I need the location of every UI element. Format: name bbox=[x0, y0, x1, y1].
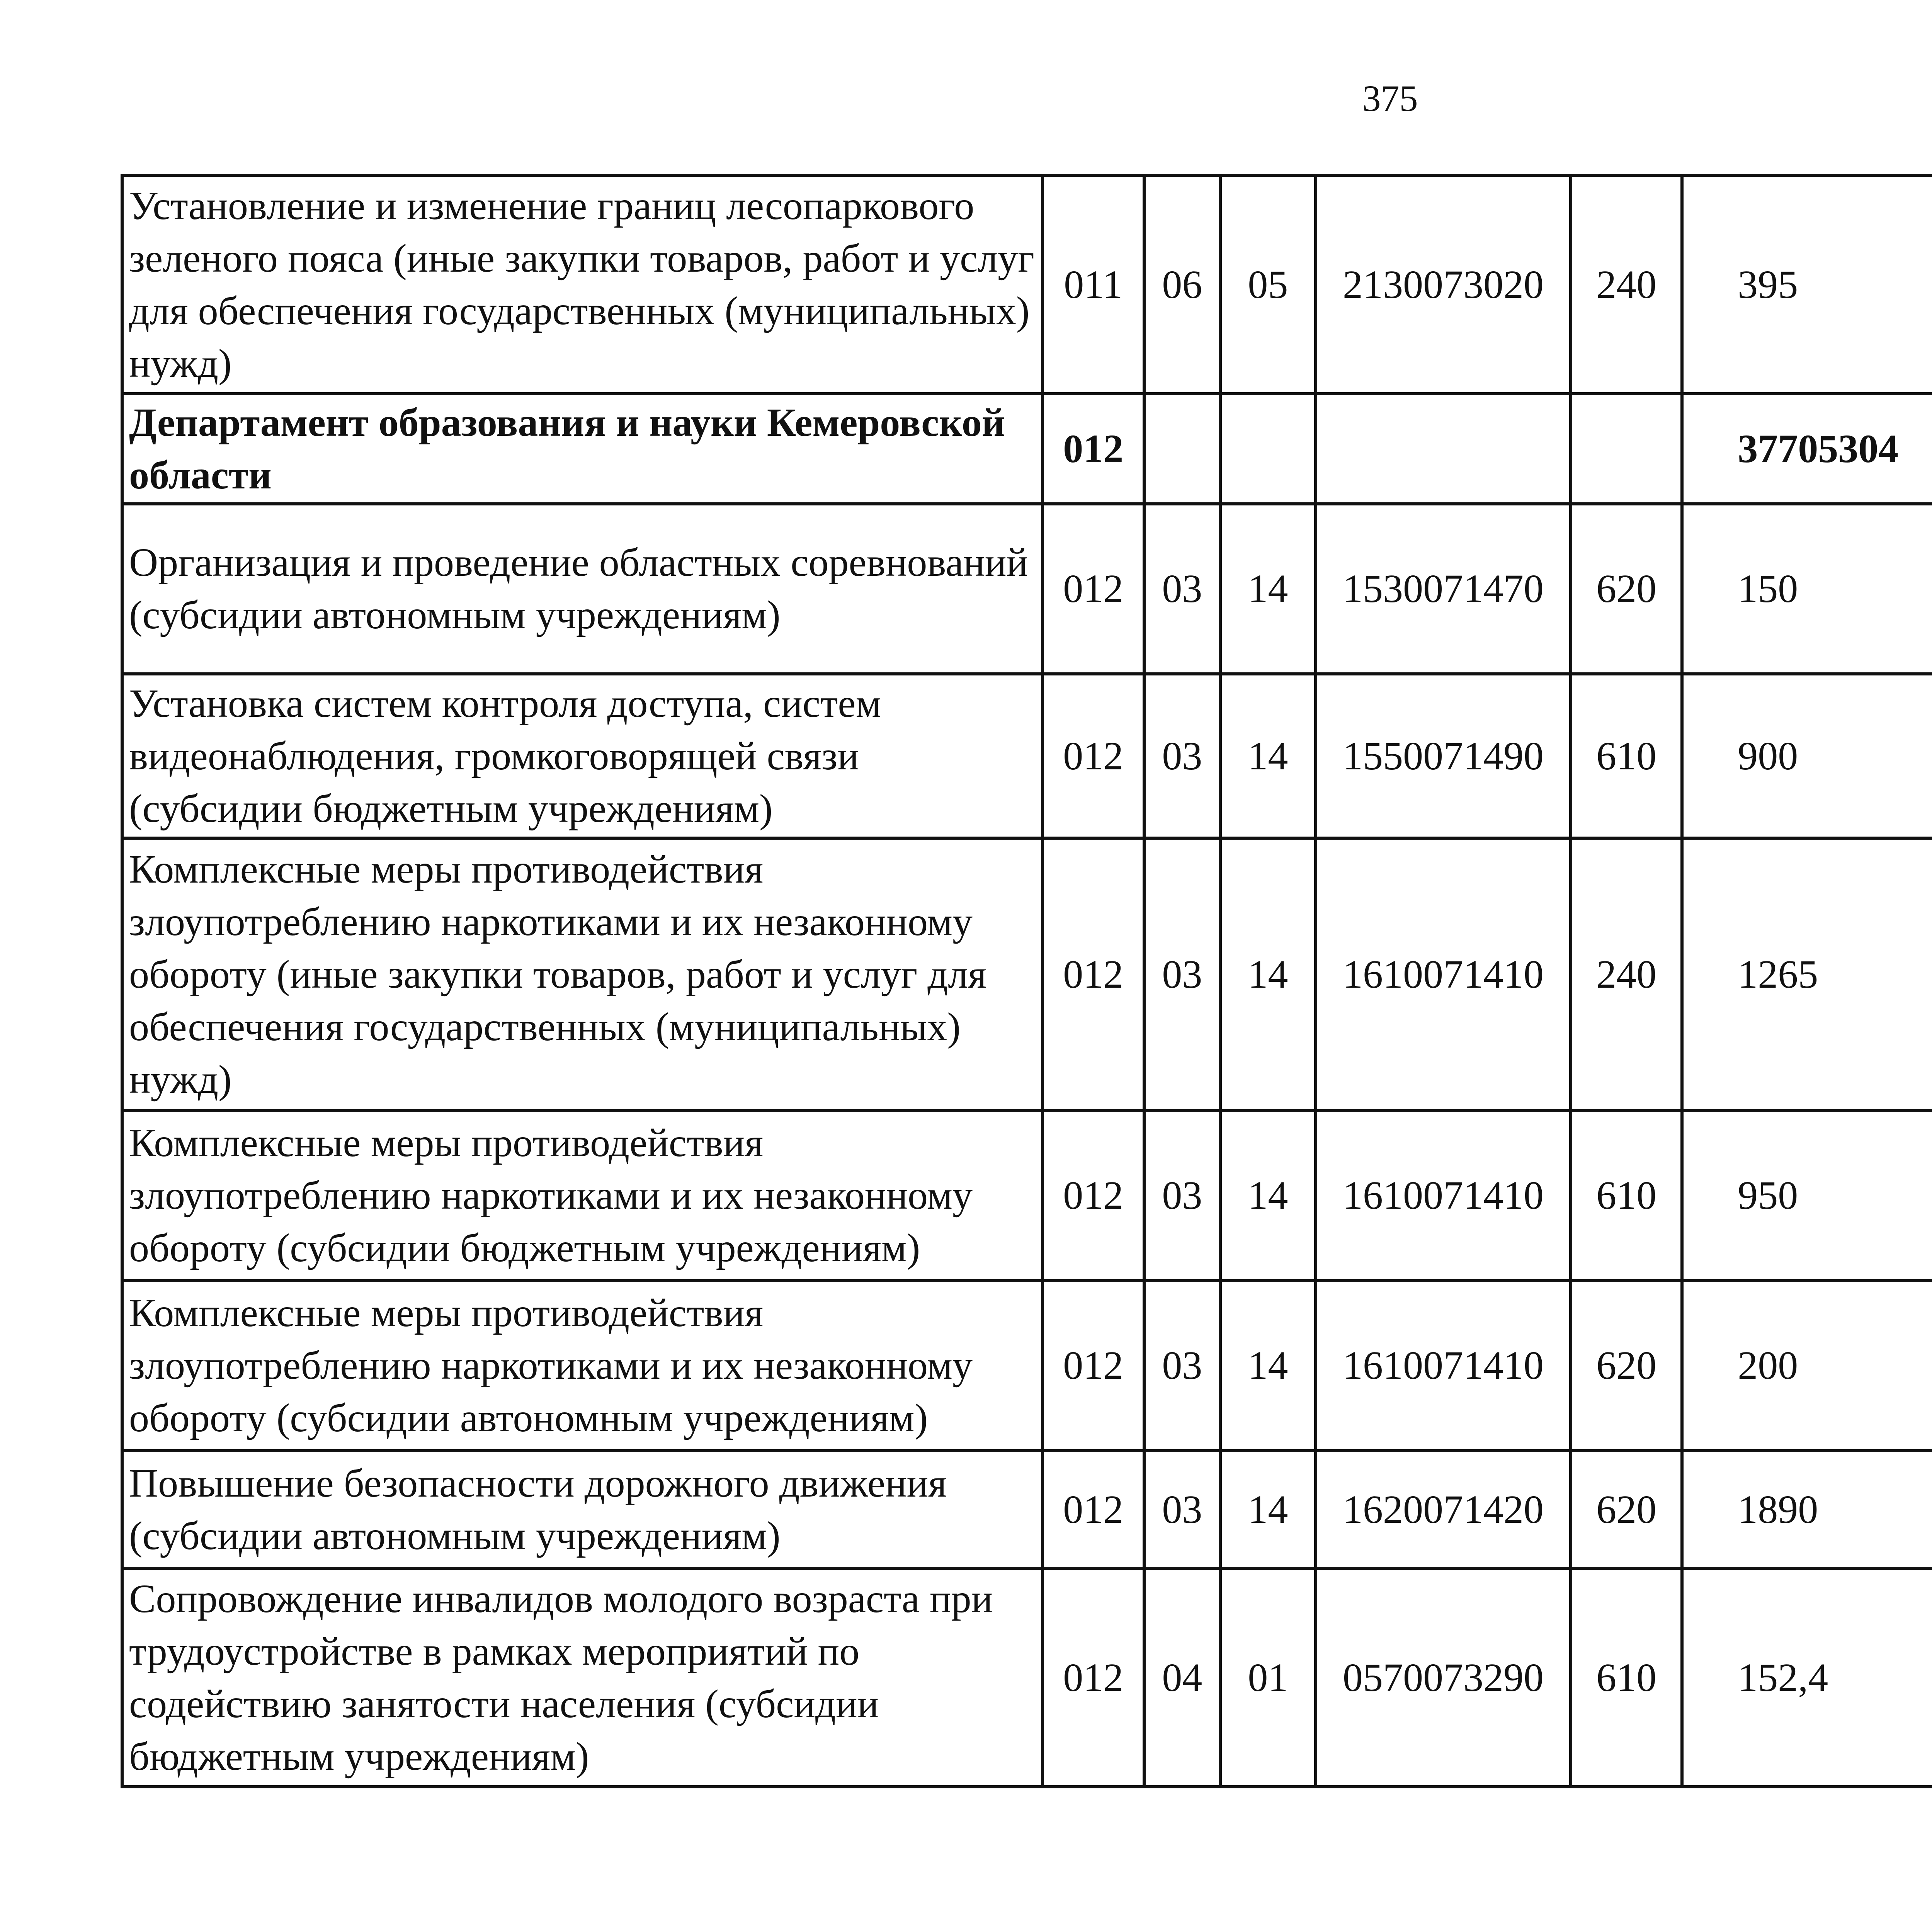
target-article-cell: 0570073290 bbox=[1316, 1568, 1571, 1787]
target-article-cell: 1610071410 bbox=[1316, 838, 1571, 1111]
amount-year1-cell: 395 bbox=[1682, 175, 1932, 394]
section-code-cell bbox=[1144, 394, 1220, 504]
ministry-code-cell: 012 bbox=[1043, 1111, 1144, 1281]
target-article-cell: 1620071420 bbox=[1316, 1451, 1571, 1568]
item-name-cell: Комплексные меры противодействия злоупотреблению наркотиками и их незаконному обороту (иные закупки товаров, работ и услуг для обеспечения государственных (муниципальных) нужд) bbox=[122, 838, 1043, 1111]
ministry-code-cell: 012 bbox=[1043, 1451, 1144, 1568]
amount-year1-cell: 950 bbox=[1682, 1111, 1932, 1281]
ministry-code-cell: 012 bbox=[1043, 674, 1144, 838]
target-article-cell: 1610071410 bbox=[1316, 1111, 1571, 1281]
subsection-code-cell: 14 bbox=[1220, 674, 1316, 838]
subsection-code-cell: 14 bbox=[1220, 504, 1316, 674]
amount-year1-cell: 900 bbox=[1682, 674, 1932, 838]
subsection-code-cell: 14 bbox=[1220, 1451, 1316, 1568]
section-code-cell: 03 bbox=[1144, 1281, 1220, 1451]
table-row bbox=[122, 175, 1932, 394]
ministry-code-cell: 012 bbox=[1043, 1281, 1144, 1451]
item-name-cell: Установка систем контроля доступа, систем видеонаблюдения, громкоговорящей связи (субсидии бюджетным учреждениям) bbox=[122, 674, 1043, 838]
section-code-cell: 04 bbox=[1144, 1568, 1220, 1787]
item-name-cell: Установление и изменение границ лесопаркового зеленого пояса (иные закупки товаров, работ и услуг для обеспечения государственных (муниципальных) нужд) bbox=[122, 175, 1043, 394]
ministry-code-cell: 012 bbox=[1043, 838, 1144, 1111]
target-article-cell: 1610071410 bbox=[1316, 1281, 1571, 1451]
item-name-cell: Департамент образования и науки Кемеровской области bbox=[122, 394, 1043, 504]
section-code-cell: 03 bbox=[1144, 1451, 1220, 1568]
target-article-cell bbox=[1316, 394, 1571, 504]
target-article-cell: 1550071490 bbox=[1316, 674, 1571, 838]
amount-year1-cell: 150 bbox=[1682, 504, 1932, 674]
expense-type-cell: 240 bbox=[1571, 838, 1682, 1111]
subsection-code-cell bbox=[1220, 394, 1316, 504]
amount-year1-cell: 152,4 bbox=[1682, 1568, 1932, 1787]
table-row bbox=[122, 504, 1932, 674]
table-row bbox=[122, 1568, 1932, 1787]
item-name-cell: Организация и проведение областных соревнований (субсидии автономным учреждениям) bbox=[122, 504, 1043, 674]
expense-type-cell: 620 bbox=[1571, 1451, 1682, 1568]
expense-type-cell bbox=[1571, 394, 1682, 504]
table-row bbox=[122, 838, 1932, 1111]
table-row bbox=[122, 674, 1932, 838]
target-article-cell: 2130073020 bbox=[1316, 175, 1571, 394]
target-article-cell: 1530071470 bbox=[1316, 504, 1571, 674]
subsection-code-cell: 14 bbox=[1220, 1281, 1316, 1451]
amount-year1-cell: 200 bbox=[1682, 1281, 1932, 1451]
table-row bbox=[122, 394, 1932, 504]
table-body bbox=[122, 175, 1932, 1787]
amount-year1-cell: 1890 bbox=[1682, 1451, 1932, 1568]
ministry-code-cell: 012 bbox=[1043, 394, 1144, 504]
ministry-code-cell: 011 bbox=[1043, 175, 1144, 394]
subsection-code-cell: 14 bbox=[1220, 838, 1316, 1111]
ministry-code-cell: 012 bbox=[1043, 504, 1144, 674]
subsection-code-cell: 05 bbox=[1220, 175, 1316, 394]
expense-type-cell: 610 bbox=[1571, 674, 1682, 838]
section-code-cell: 03 bbox=[1144, 838, 1220, 1111]
expense-type-cell: 610 bbox=[1571, 1111, 1682, 1281]
item-name-cell: Повышение безопасности дорожного движения (субсидии автономным учреждениям) bbox=[122, 1451, 1043, 1568]
table-row bbox=[122, 1281, 1932, 1451]
budget-table bbox=[121, 174, 1932, 1788]
amount-year1-cell: 37705304 bbox=[1682, 394, 1932, 504]
item-name-cell: Комплексные меры противодействия злоупотреблению наркотиками и их незаконному обороту (субсидии бюджетным учреждениям) bbox=[122, 1111, 1043, 1281]
page-number: 375 bbox=[1362, 78, 1418, 119]
table-row bbox=[122, 1451, 1932, 1568]
section-code-cell: 03 bbox=[1144, 504, 1220, 674]
item-name-cell: Комплексные меры противодействия злоупотреблению наркотиками и их незаконному обороту (субсидии автономным учреждениям) bbox=[122, 1281, 1043, 1451]
item-name-cell: Сопровождение инвалидов молодого возраста при трудоустройстве в рамках мероприятий по содействию занятости населения (субсидии бюджетным учреждениям) bbox=[122, 1568, 1043, 1787]
section-code-cell: 03 bbox=[1144, 1111, 1220, 1281]
expense-type-cell: 610 bbox=[1571, 1568, 1682, 1787]
ministry-code-cell: 012 bbox=[1043, 1568, 1144, 1787]
table-row bbox=[122, 1111, 1932, 1281]
section-code-cell: 06 bbox=[1144, 175, 1220, 394]
expense-type-cell: 240 bbox=[1571, 175, 1682, 394]
section-code-cell: 03 bbox=[1144, 674, 1220, 838]
amount-year1-cell: 1265 bbox=[1682, 838, 1932, 1111]
expense-type-cell: 620 bbox=[1571, 1281, 1682, 1451]
expense-type-cell: 620 bbox=[1571, 504, 1682, 674]
subsection-code-cell: 14 bbox=[1220, 1111, 1316, 1281]
subsection-code-cell: 01 bbox=[1220, 1568, 1316, 1787]
